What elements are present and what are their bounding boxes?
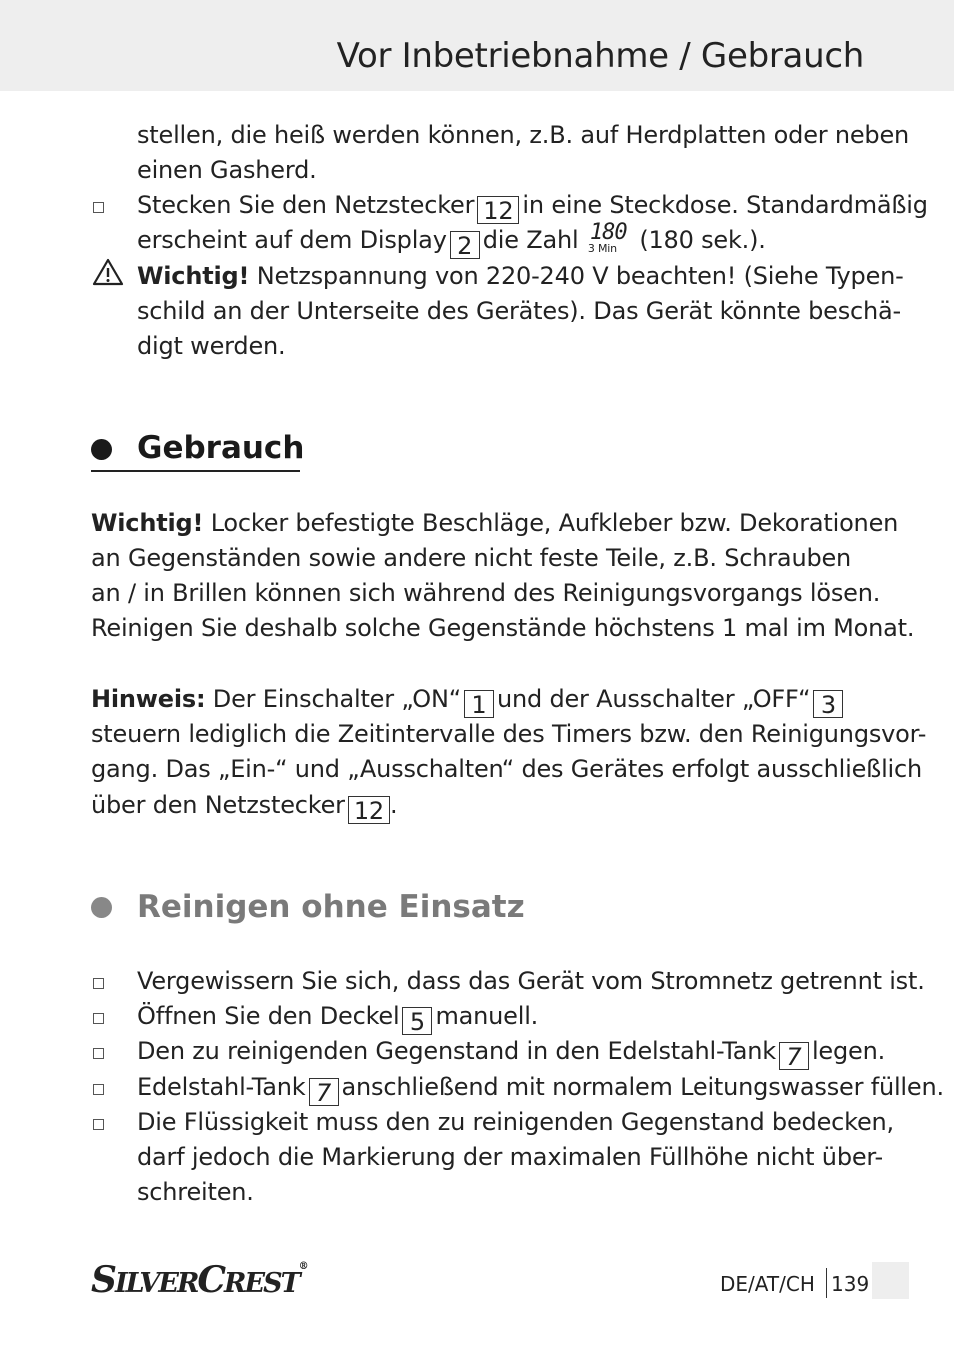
important-label: Wichtig! [91, 509, 204, 537]
intro-line-2: einen Gasherd. [137, 156, 317, 184]
text: Der Einschalter „ON“ [212, 685, 461, 713]
list-item [137, 193, 928, 224]
section-underline [91, 470, 300, 472]
paragraph-line [91, 511, 898, 535]
text: Locker befestigte Beschläge, Aufkleber bzw. Dekorationen [210, 509, 899, 537]
text: manuell. [435, 1002, 539, 1030]
silvercrest-logo: SILVERCREST® [91, 1259, 309, 1301]
list-item [137, 1075, 944, 1106]
note-label: Hinweis: [91, 685, 206, 713]
warning-line-2: schild an der Unterseite des Gerätes). Das Gerät könnte beschä- [137, 297, 902, 325]
footer-language: DE/AT/CH [720, 1272, 815, 1296]
list-item [137, 1039, 885, 1070]
display-symbol [587, 220, 630, 256]
text: legen. [811, 1037, 886, 1065]
text: anschließend mit normalem Leitungswasser füllen. [341, 1073, 944, 1101]
bullet-square-icon [93, 1048, 104, 1059]
warning-line-1 [137, 264, 904, 288]
bullet-square-icon [93, 1119, 104, 1130]
text: (180 sek.). [639, 226, 766, 254]
page-title: Vor Inbetriebnahme / Gebrauch [336, 36, 864, 76]
list-item-continuation: schreiten. [137, 1178, 254, 1206]
bullet-square-icon [93, 978, 104, 989]
paragraph-line: an Gegenständen sowie andere nicht feste Teile, z.B. Schrauben [91, 544, 852, 572]
ref-number: 1 [464, 690, 494, 718]
bullet-square-icon [93, 1084, 104, 1095]
bullet-square-icon [93, 1013, 104, 1024]
text: erscheint auf dem Display [137, 226, 447, 254]
list-item-continuation [137, 220, 766, 260]
ref-number: 7 [779, 1042, 809, 1070]
ref-number: 3 [813, 690, 843, 718]
paragraph-line: an / in Brillen können sich während des Reinigungsvorgangs lösen. [91, 579, 881, 607]
warning-line-3: digt werden. [137, 332, 286, 360]
paragraph-line [91, 793, 397, 824]
ref-number: 2 [450, 231, 480, 259]
text: über den Netzstecker [91, 791, 345, 819]
text: in eine Steckdose. Standardmäßig [522, 191, 928, 219]
section-title-gebrauch: Gebrauch [137, 430, 305, 466]
page-number: 139 [831, 1272, 870, 1296]
display-unit: 3 Min [587, 242, 617, 255]
list-item-continuation: darf jedoch die Markierung der maximalen Füllhöhe nicht über- [137, 1143, 884, 1171]
text: Den zu reinigenden Gegenstand in den Edelstahl-Tank [137, 1037, 776, 1065]
bullet-square-icon [93, 202, 104, 213]
section-bullet-icon [91, 439, 112, 460]
ref-number: 12 [348, 796, 390, 824]
display-digits: 180 [589, 220, 627, 245]
list-item: Die Flüssigkeit muss den zu reinigenden Gegenstand bedecken, [137, 1108, 894, 1136]
footer-divider [826, 1268, 827, 1298]
text: und der Ausschalter „OFF“ [496, 685, 811, 713]
paragraph-line: gang. Das „Ein-“ und „Ausschalten“ des Gerätes erfolgt ausschließlich [91, 755, 923, 783]
ref-number: 7 [309, 1078, 339, 1106]
section-bullet-icon [91, 897, 112, 918]
section-title-reinigen: Reinigen ohne Einsatz [137, 889, 525, 925]
intro-line-1: stellen, die heiß werden können, z.B. auf Herdplatten oder neben [137, 121, 910, 149]
warning-label: Wichtig! [137, 262, 250, 290]
paragraph-line [91, 687, 846, 718]
list-item: Vergewissern Sie sich, dass das Gerät vom Stromnetz getrennt ist. [137, 967, 925, 995]
text: die Zahl [482, 226, 579, 254]
paragraph-line: steuern lediglich die Zeitintervalle des Timers bzw. den Reinigungsvor- [91, 720, 927, 748]
list-item [137, 1004, 538, 1035]
warning-triangle-icon [92, 258, 124, 286]
ref-number: 12 [477, 196, 519, 224]
text: . [389, 791, 398, 819]
footer-tab-box [872, 1262, 909, 1299]
text: Netzspannung von 220-240 V beachten! (Siehe Typen- [256, 262, 904, 290]
paragraph-line: Reinigen Sie deshalb solche Gegenstände höchstens 1 mal im Monat. [91, 614, 915, 642]
text: Edelstahl-Tank [137, 1073, 306, 1101]
text: Öffnen Sie den Deckel [137, 1002, 400, 1030]
ref-number: 5 [402, 1007, 432, 1035]
text: Stecken Sie den Netzstecker [137, 191, 475, 219]
